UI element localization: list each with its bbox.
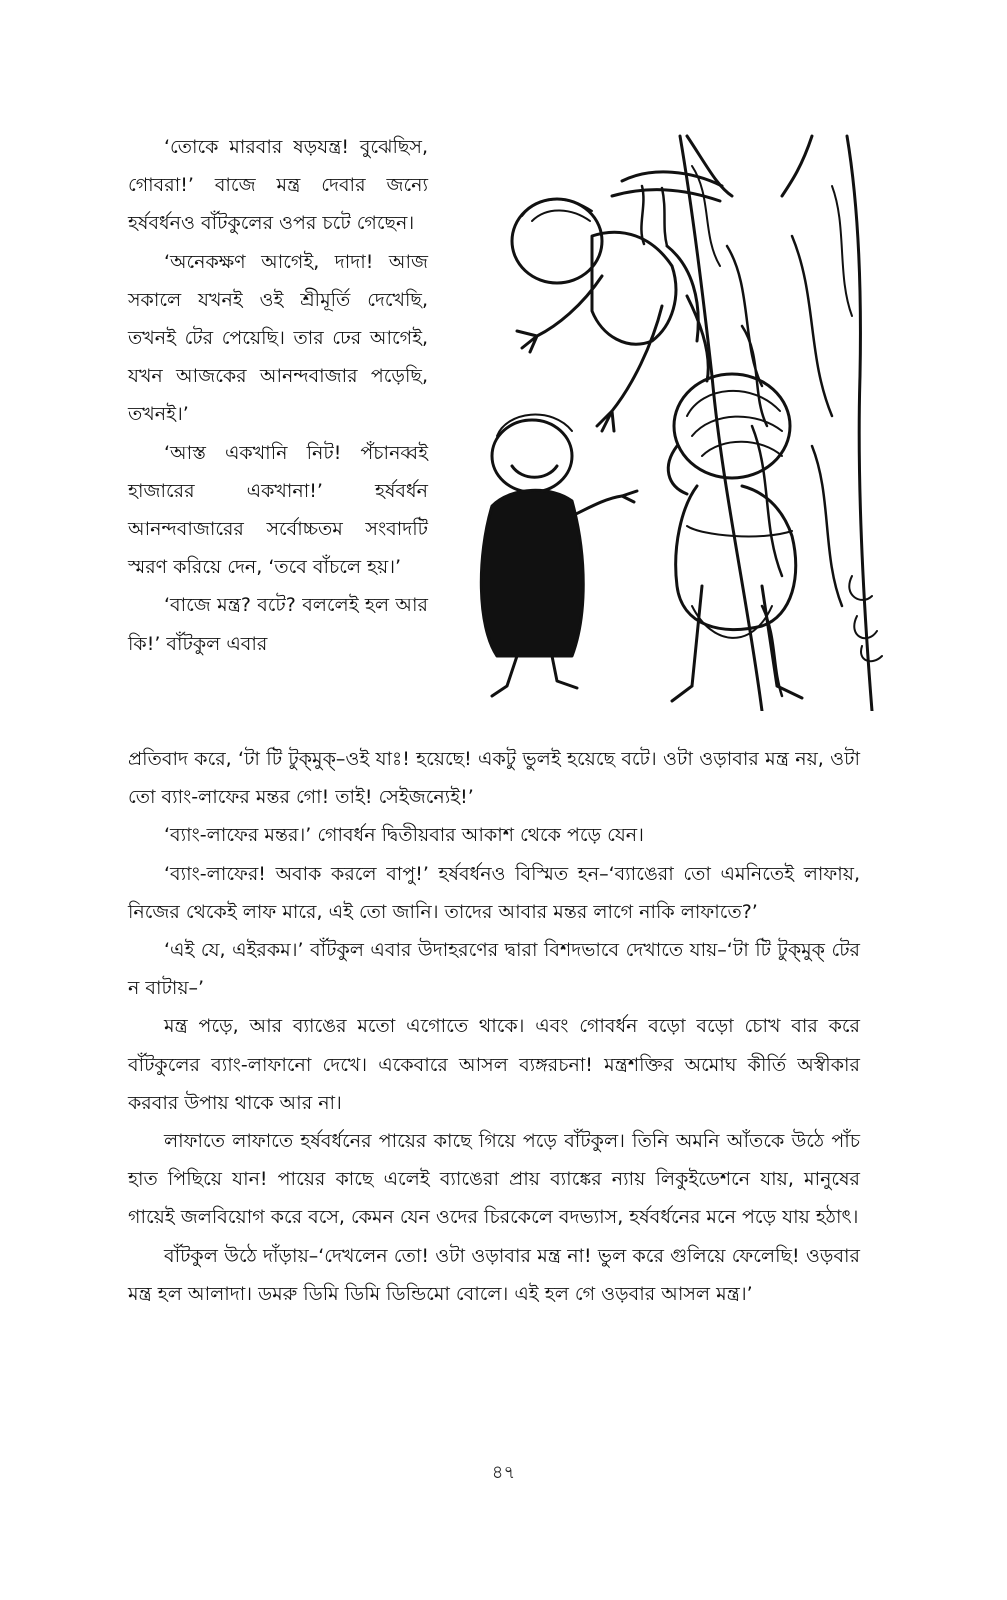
paragraph: ‘বাজে মন্ত্র? বটে? বললেই হল আর কি!’ বাঁটকুল এবার (128, 594, 428, 655)
top-left-text-column (128, 128, 428, 663)
illustration (462, 126, 912, 711)
full-width-text-block (128, 740, 860, 1313)
paragraph: ‘তোকে মারবার ষড়যন্ত্র! বুঝেছিস, গোবরা!’ বাজে মন্ত্র দেবার জন্যে হর্ষবর্ধনও বাঁটকুলের ওপর চটে গেছেন। (128, 136, 428, 235)
paragraph: প্রতিবাদ করে, ‘টা টি টুক্‌মুক্–ওই যাঃ! হয়েছে! একটু ভুলই হয়েছে বটে। ওটা ওড়াবার মন্ত্র নয়, ওটা তো ব্যাং-লাফের মন্তর গো! তাই! সেইজন্যেই!’ (128, 748, 860, 809)
paragraph: ‘এই যে, এইরকম।’ বাঁটকুল এবার উদাহরণের দ্বারা বিশদভাবে দেখাতে যায়–‘টা টি টুক্‌মুক্ টের ন বাটায়–’ (128, 939, 860, 1000)
paragraph: মন্ত্র পড়ে, আর ব্যাঙের মতো এগোতে থাকে। এবং গোবর্ধন বড়ো বড়ো চোখ বার করে বাঁটকুলের ব্যাং-লাফানো দেখে। একেবারে আসল ব্যঙ্গরচনা! মন্ত্রশক্তির অমোঘ কীর্তি অস্বীকার করবার উপায় থাকে আর না। (128, 1015, 860, 1114)
paragraph: ‘ব্যাং-লাফের মন্তর।’ গোবর্ধন দ্বিতীয়বার আকাশ থেকে পড়ে যেন। (164, 824, 644, 847)
paragraph: বাঁটকুল উঠে দাঁড়ায়–‘দেখলেন তো! ওটা ওড়াবার মন্ত্র না! ভুল করে গুলিয়ে ফেলেছি! ওড়বার মন্ত্র হল আলাদা। ডমরু ডিমি ডিমি ডিন্ডিমো বোলে। এই হল গে ওড়বার আসল মন্ত্র।’ (128, 1244, 860, 1305)
paragraph: ‘অনেকক্ষণ আগেই, দাদা! আজ সকালে যখনই ওই শ্রীমূর্তি দেখেছি, তখনই টের পেয়েছি। তার ঢের আগেই, যখন আজকের আনন্দবাজার পড়েছি, তখনই।’ (128, 250, 428, 426)
laughing-man-figure (481, 415, 637, 696)
paragraph: ‘আস্ত একখানি নিট! পঁচানব্বই হাজারের একখানা!’ হর্ষবর্ধন আনন্দবাজারের সর্বোচ্চতম সংবাদটি স্মরণ করিয়ে দেন, ‘তবে বাঁচলে হয়।’ (128, 441, 428, 579)
page-number: ৪৭ (491, 1462, 516, 1483)
paragraph: ‘ব্যাং-লাফের! অবাক করলে বাপু!’ হর্ষবর্ধনও বিস্মিত হন–‘ব্যাঙেরা তো এমনিতেই লাফায়, নিজের থেকেই লাফ মারে, এই তো জানি। তাদের আবার মন্তর লাগে নাকি লাফাতে?’ (128, 862, 860, 923)
tree-branch (612, 172, 722, 201)
paragraph: লাফাতে লাফাতে হর্ষবর্ধনের পায়ের কাছে গিয়ে পড়ে বাঁটকুল। তিনি অমনি আঁতকে উঠে পাঁচ হাত পিছিয়ে যান! পায়ের কাছে এলেই ব্যাঙেরা প্রায় ব্যাঙ্কের ন্যায় লিকুইডেশনে যায়, মানুষের গায়েই জলবিয়োগ করে বসে, কেমন যেন ওদের চিরকেলে বদভ্যাস, হর্ষবর্ধনের মনে পড়ে যায় হঠাৎ। (128, 1130, 860, 1229)
falling-boy-figure (512, 199, 708, 431)
